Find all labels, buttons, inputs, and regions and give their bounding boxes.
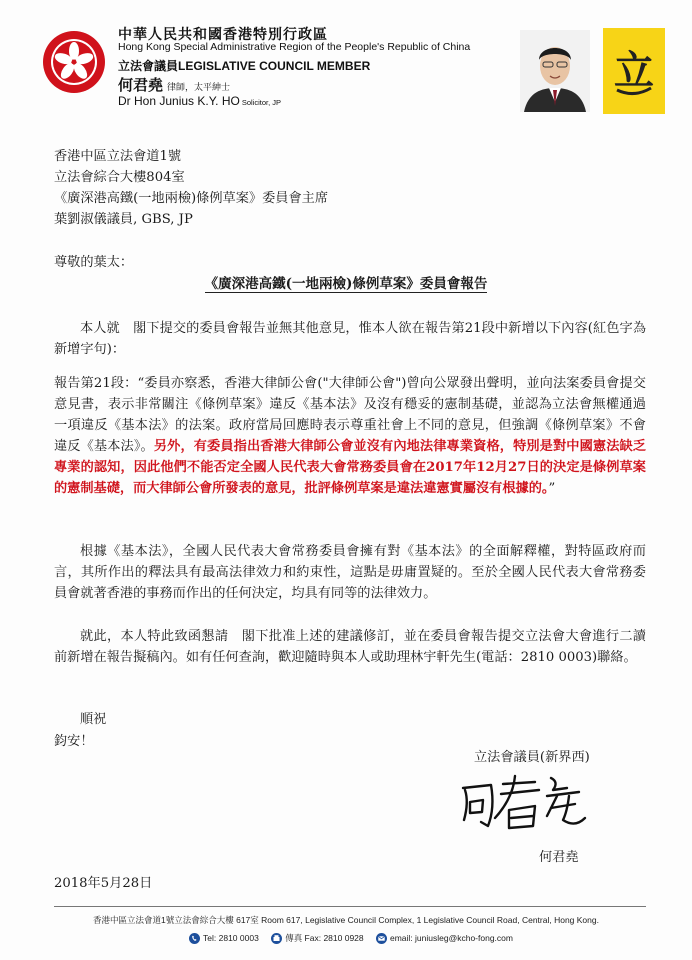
header-role xyxy=(118,57,370,74)
letter-subject xyxy=(0,272,692,292)
address-line: 《廣深港高鐵(一地兩檢)條例草案》委員會主席 xyxy=(54,191,329,206)
email-icon xyxy=(376,933,387,944)
letter-subject-text: 《廣深港高鐵(一地兩檢)條例草案》委員會報告 xyxy=(204,276,488,292)
phone-icon xyxy=(189,933,200,944)
paragraph-2 xyxy=(54,373,646,499)
footer-divider xyxy=(54,906,646,907)
closing-line-1: 順祝 xyxy=(80,712,107,727)
paragraph-3: 根據《基本法》，全國人民代表大會常務委員會擁有對《基本法》的全面解釋權，對特區政府而言，其所作出的釋法具有最高法律效力和約束性，這點是毋庸置疑的。至於全國人民代表大會常務委員會就著香港的事務而作出的任何決定，均具有同等的法律效力。 xyxy=(54,544,646,601)
fax-icon xyxy=(271,933,282,944)
paragraph-1: 本人就 閣下提交的委員會報告並無其他意見，惟本人欲在報告第21段中新增以下內容(紅色字為新增字句)： xyxy=(54,321,646,357)
address-line: 立法會綜合大樓804室 xyxy=(54,170,185,185)
salutation: 尊敬的葉太： xyxy=(54,255,134,270)
paragraph-4: 就此，本人特此致函懇請 閣下批准上述的建議修訂，並在委員會報告提交立法會大會進行二讀前新增在報告擬稿內。如有任何查詢，歡迎隨時與本人或助理林宇軒先生(電話：2810 0003)聯絡。 xyxy=(54,629,646,665)
party-logo-char: 立 xyxy=(614,47,654,94)
signatory-title: 立法會議員(新界西) xyxy=(474,750,590,765)
header-name-zh-titles: 律師，太平紳士 xyxy=(167,83,231,93)
header-name-en-titles: Solicitor, JP xyxy=(241,98,282,107)
footer-address: 香港中區立法會道1號立法會綜合大樓 617室 Room 617, Legislative Council Complex, 1 Legislative Council Road, Central, Hong Kong. xyxy=(93,915,599,925)
address-line: 葉劉淑儀議員, GBS, JP xyxy=(54,212,193,227)
handwritten-signature xyxy=(455,768,590,838)
address-line: 香港中區立法會道1號 xyxy=(54,149,182,164)
closing-line-2: 鈞安！ xyxy=(54,734,94,749)
recipient-address xyxy=(54,146,646,230)
header-name-zh: 何君堯 xyxy=(118,76,164,94)
footer-contacts xyxy=(0,932,692,944)
party-logo-icon xyxy=(603,28,665,114)
header-english-name xyxy=(118,94,281,108)
header-name-en: Dr Hon Junius K.Y. HO xyxy=(118,94,240,108)
header-name xyxy=(118,74,230,95)
hksar-emblem-icon xyxy=(42,30,106,94)
footer-email: email: juniusleg@kcho-fong.com xyxy=(390,933,513,943)
member-portrait xyxy=(520,30,590,112)
header-region-en: Hong Kong Special Administrative Region of the People's Republic of China xyxy=(118,41,471,53)
header-role-en: LEGISLATIVE COUNCIL MEMBER xyxy=(178,59,371,73)
header-role-zh: 立法會議員 xyxy=(118,59,179,73)
letter-date: 2018年5月28日 xyxy=(54,876,153,891)
paragraph-2-proposed-addition: 另外，有委員指出香港大律師公會並沒有內地法律專業資格，特別是對中國憲法缺乏專業的認知，因此他們不能否定全國人民代表大會常務委員會在2017年12月27日的決定是條例草案的憲制基礎，而大律師公會所發表的意見，批評條例草案是違法違憲實屬沒有根據的。 xyxy=(54,439,646,496)
signatory-name: 何君堯 xyxy=(539,850,579,865)
footer-tel: Tel: 2810 0003 xyxy=(203,933,259,943)
paragraph-2-original: 報告第21段：“委員亦察悉，香港大律師公會("大律師公會")曾向公眾發出聲明，並向法案委員會提交意見書，表示非常關注《條例草案》違反《基本法》及沒有穩妥的憲制基礎，並認為立法會無權通過一項違反《基本法》的法案。政府當局回應時表示尊重社會上不同的意見，但強調《條例草案》不會違反《基本法》。 xyxy=(54,376,646,454)
footer-fax: 傳真 Fax: 2810 0928 xyxy=(285,933,364,943)
header-region-zh: 中華人民共和國香港特別行政區 xyxy=(118,27,328,43)
paragraph-2-close-quote: ” xyxy=(548,481,556,496)
